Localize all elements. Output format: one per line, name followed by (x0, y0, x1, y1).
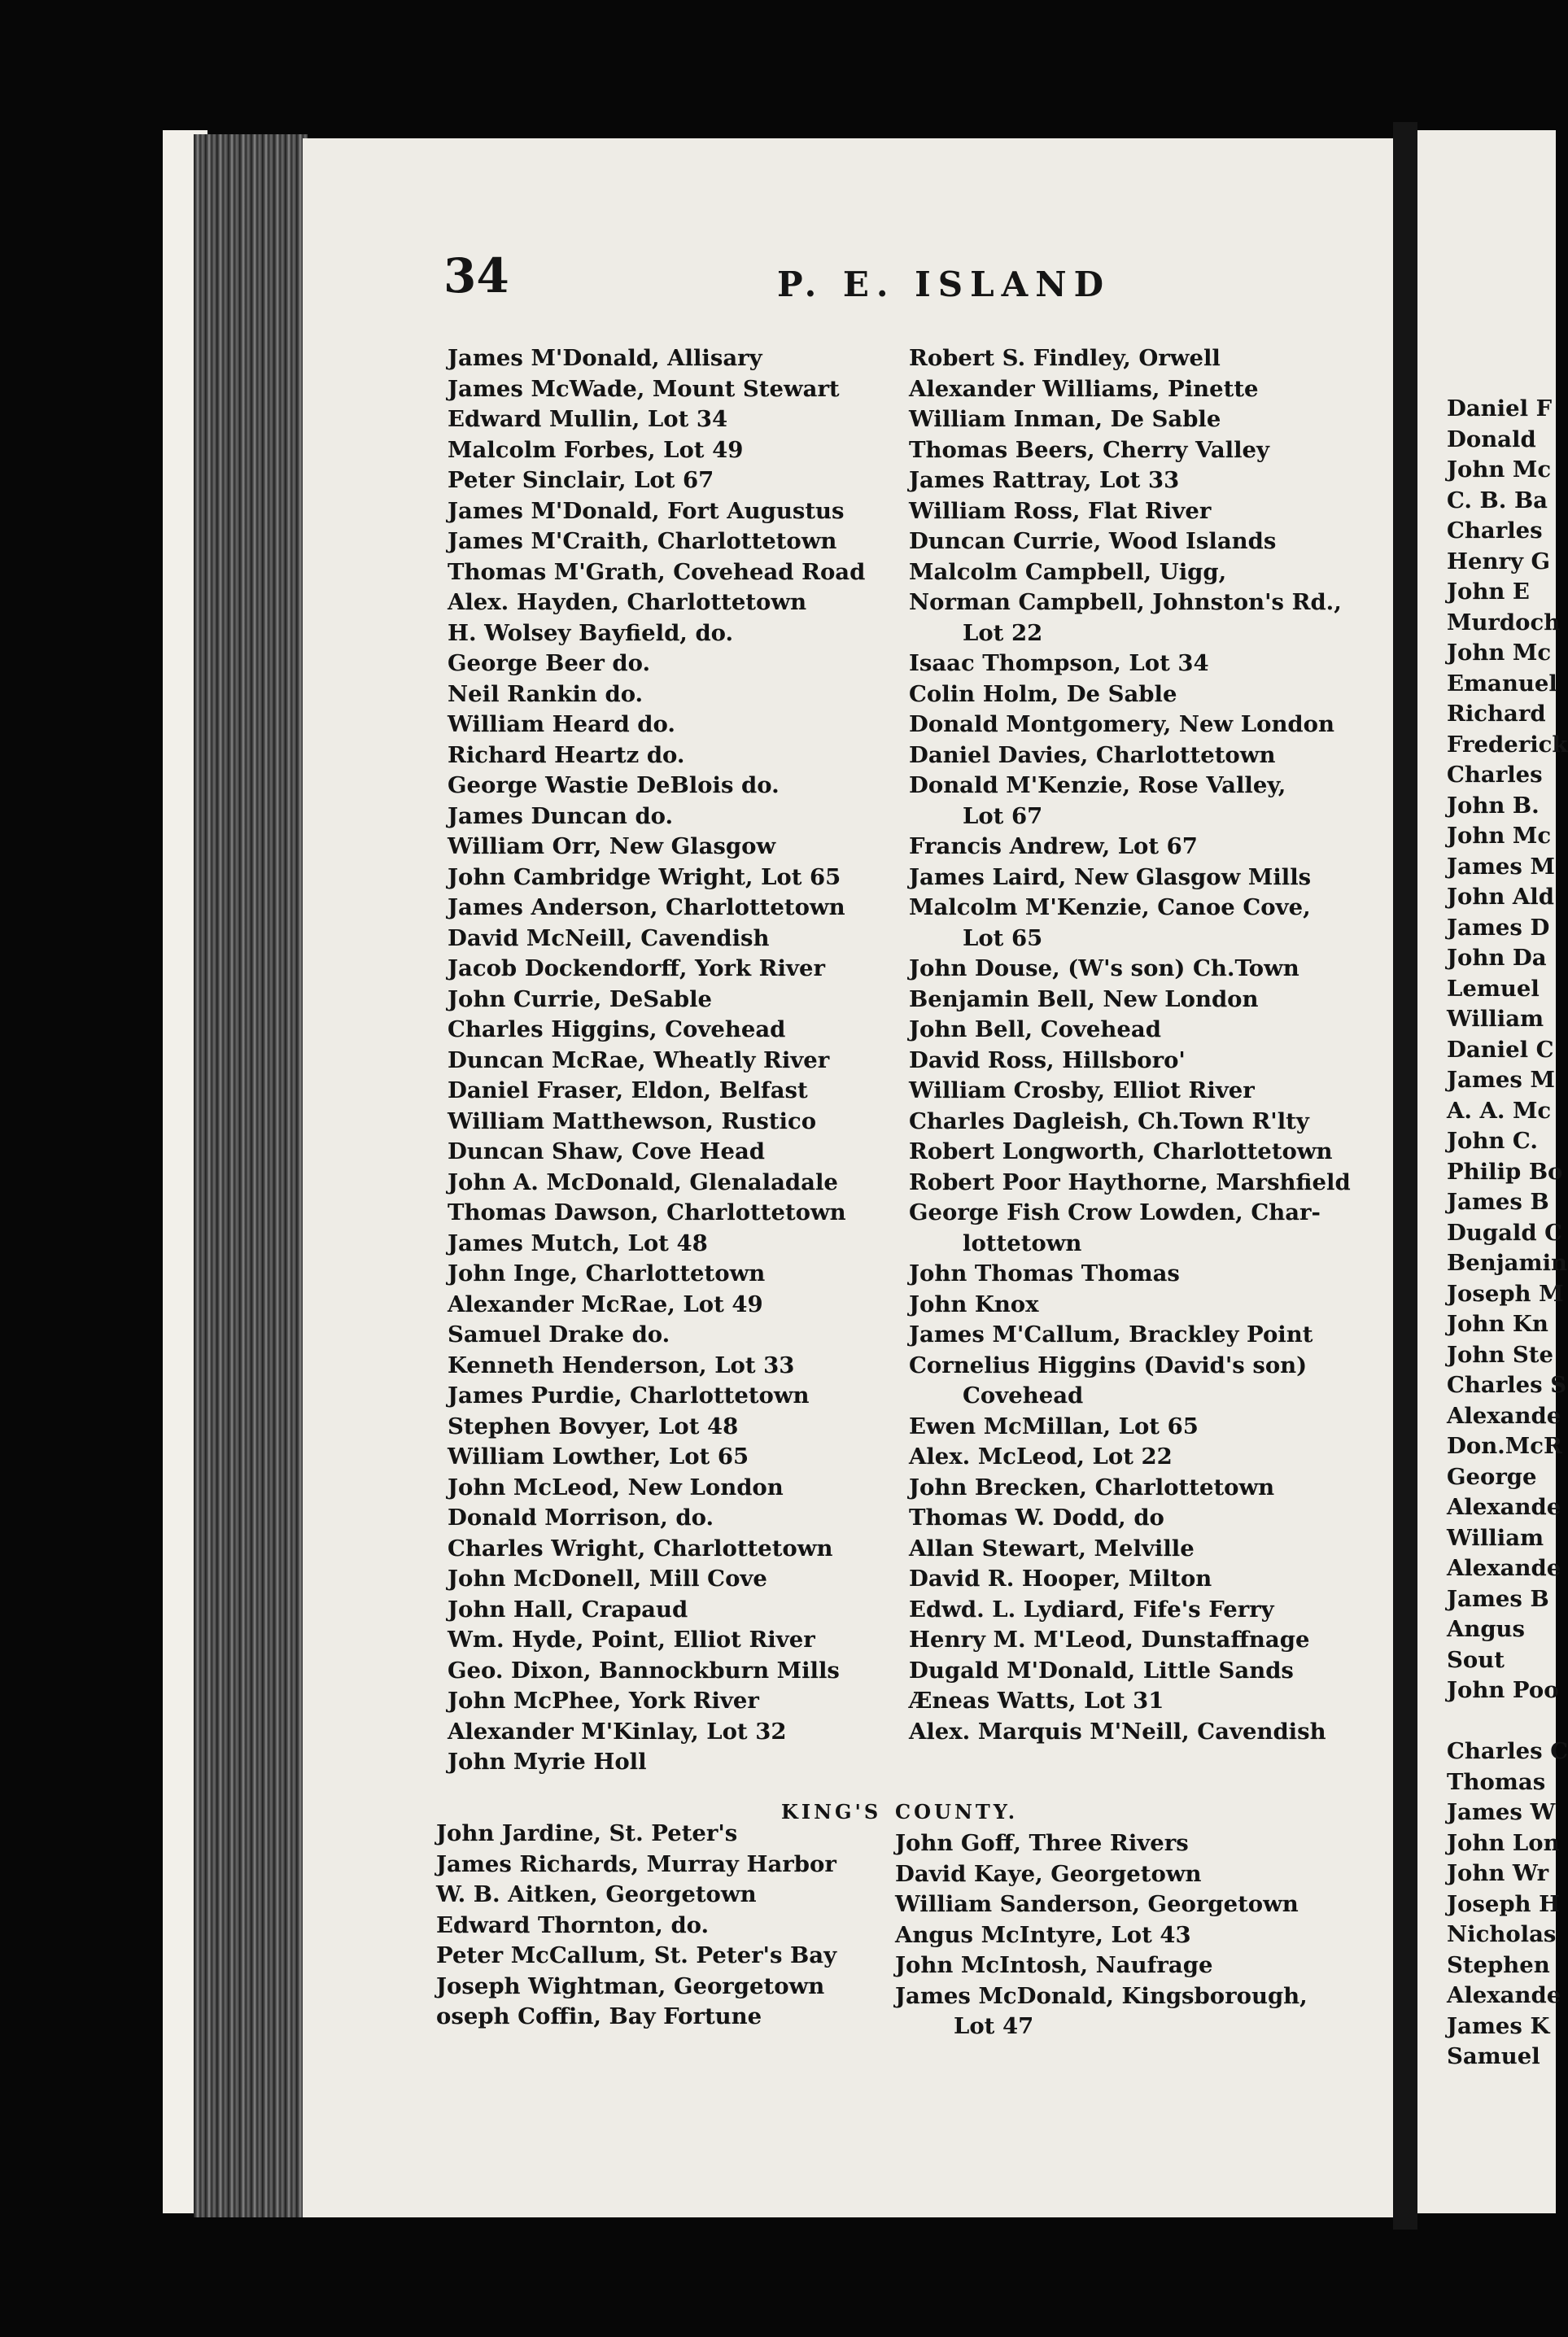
directory-entry: William Lowther, Lot 65 (448, 1444, 749, 1470)
next-page-entry: Angus (1447, 1616, 1526, 1642)
directory-entry: Norman Campbell, Johnston's Rd., (909, 589, 1342, 615)
directory-entry: Malcolm M'Kenzie, Canoe Cove, (909, 894, 1311, 920)
next-page-entry: Dugald C (1447, 1219, 1563, 1246)
directory-entry: Daniel Fraser, Eldon, Belfast (448, 1077, 808, 1103)
directory-entry: Alexander McRae, Lot 49 (448, 1291, 763, 1317)
next-page-entry: John Poo (1447, 1677, 1559, 1703)
directory-entry: John Brecken, Charlottetown (909, 1474, 1275, 1500)
directory-entry: Donald M'Kenzie, Rose Valley, (909, 772, 1286, 798)
directory-entry: Thomas W. Dodd, do (909, 1505, 1164, 1531)
directory-entry: Lot 47 (954, 2013, 1034, 2039)
directory-entry: Robert Poor Haythorne, Marshfield (909, 1168, 1351, 1195)
directory-entry: Thomas Beers, Cherry Valley (909, 436, 1270, 463)
directory-entry: John Currie, DeSable (448, 985, 713, 1012)
directory-entry: William Ross, Flat River (909, 497, 1212, 524)
directory-entry: John McLeod, New London (448, 1474, 784, 1500)
directory-entry: James M'Donald, Fort Augustus (448, 497, 845, 524)
directory-entry: Ewen McMillan, Lot 65 (909, 1413, 1199, 1439)
column-right (909, 343, 1377, 1747)
next-page-entry: William (1447, 1006, 1544, 1032)
directory-entry: Daniel Davies, Charlottetown (909, 741, 1276, 768)
directory-entry: Kenneth Henderson, Lot 33 (448, 1352, 795, 1378)
directory-entry: Robert Longworth, Charlottetown (909, 1138, 1333, 1164)
directory-entry: Alexander Williams, Pinette (909, 375, 1259, 402)
next-page-entry: John Mc (1447, 823, 1552, 849)
directory-entry: James Rattray, Lot 33 (909, 467, 1180, 493)
page-title: P. E. ISLAND (777, 264, 1112, 304)
next-page-entry: Charles (1447, 762, 1543, 788)
directory-entry: Charles Higgins, Covehead (448, 1016, 786, 1042)
next-page-entry: William (1447, 1524, 1544, 1551)
directory-entry: Duncan McRae, Wheatly River (448, 1046, 830, 1073)
directory-entry: John Hall, Crapaud (448, 1596, 688, 1623)
directory-entry: Allan Stewart, Melville (909, 1535, 1195, 1562)
next-page-column (1447, 394, 1568, 2073)
directory-entry: Francis Andrew, Lot 67 (909, 833, 1198, 859)
directory-entry: Æneas Watts, Lot 31 (909, 1688, 1164, 1714)
directory-entry: James McDonald, Kingsborough, (895, 1982, 1308, 2009)
directory-entry: H. Wolsey Bayfield, do. (448, 619, 734, 646)
directory-entry: Joseph Wightman, Georgetown (436, 1972, 825, 1999)
next-page-entry: Alexande (1447, 1402, 1561, 1429)
directory-entry: James Laird, New Glasgow Mills (909, 863, 1312, 890)
directory-entry: George Beer do. (448, 650, 651, 676)
next-page-entry: Charles C (1447, 1738, 1568, 1764)
directory-entry: Edward Mullin, Lot 34 (448, 406, 728, 432)
directory-entry: James M'Callum, Brackley Point (909, 1321, 1313, 1348)
directory-entry: James Purdie, Charlottetown (448, 1383, 810, 1409)
directory-entry: John Cambridge Wright, Lot 65 (448, 863, 841, 890)
directory-entry: James M'Craith, Charlottetown (448, 528, 837, 554)
next-page-entry: Joseph H (1447, 1890, 1561, 1917)
directory-entry: Richard Heartz do. (448, 741, 685, 768)
page-edge-shadow (1393, 122, 1417, 2230)
directory-entry: Malcolm Forbes, Lot 49 (448, 436, 744, 463)
directory-entry: David Kaye, Georgetown (895, 1860, 1202, 1887)
directory-entry: John McDonell, Mill Cove (448, 1566, 767, 1592)
next-page-entry: C. B. Ba (1447, 487, 1548, 513)
directory-entry: John McIntosh, Naufrage (895, 1952, 1213, 1978)
directory-entry: Lot 65 (963, 924, 1043, 951)
directory-entry: Wm. Hyde, Point, Elliot River (448, 1627, 815, 1653)
next-page-entry: Thomas (1447, 1768, 1546, 1795)
next-page-entry: Henry G (1447, 548, 1550, 574)
next-page-entry: John Wr (1447, 1860, 1549, 1886)
directory-entry: Alex. McLeod, Lot 22 (909, 1444, 1173, 1470)
directory-entry: James Richards, Murray Harbor (436, 1850, 836, 1877)
directory-entry: James McWade, Mount Stewart (448, 375, 840, 402)
next-page-entry: John Da (1447, 945, 1547, 971)
directory-entry: Geo. Dixon, Bannockburn Mills (448, 1657, 840, 1684)
next-page-entry: Joseph M (1447, 1280, 1564, 1307)
directory-entry: Samuel Drake do. (448, 1321, 670, 1348)
next-page-entry: James M (1447, 1067, 1555, 1093)
directory-entry: Lot 22 (963, 619, 1043, 646)
next-page-entry: George (1447, 1463, 1537, 1490)
directory-entry: Malcolm Campbell, Uigg, (909, 558, 1227, 585)
next-page-entry: Benjamin (1447, 1250, 1568, 1276)
directory-entry: Edwd. L. Lydiard, Fife's Ferry (909, 1596, 1274, 1623)
directory-entry: Robert S. Findley, Orwell (909, 345, 1221, 371)
directory-entry: William Orr, New Glasgow (448, 833, 776, 859)
directory-entry: Alexander M'Kinlay, Lot 32 (448, 1718, 787, 1745)
section-heading-county: COUNTY. (895, 1800, 1019, 1824)
next-page-entry: John Mc (1447, 456, 1552, 483)
directory-entry: John Goff, Three Rivers (895, 1830, 1189, 1856)
next-page-entry: Samuel (1447, 2043, 1540, 2069)
directory-entry: Colin Holm, De Sable (909, 680, 1177, 707)
directory-entry: Peter McCallum, St. Peter's Bay (436, 1942, 837, 1968)
directory-entry: William Crosby, Elliot River (909, 1077, 1255, 1103)
next-page-entry: John E (1447, 579, 1530, 605)
next-page-entry: Stephen (1447, 1951, 1550, 1978)
next-page-entry: Sout (1447, 1646, 1505, 1673)
next-page-entry: John Ald (1447, 884, 1554, 910)
directory-entry: John Jardine, St. Peter's (436, 1820, 738, 1846)
directory-entry: George Wastie DeBlois do. (448, 772, 780, 798)
next-page-entry: Nicholas (1447, 1921, 1557, 1947)
section-heading-kings: KING'S (781, 1800, 882, 1824)
next-page-entry: Philip Bo (1447, 1158, 1563, 1185)
directory-entry: David Ross, Hillsboro' (909, 1046, 1186, 1073)
directory-entry: George Fish Crow Lowden, Char- (909, 1199, 1321, 1225)
next-page-entry: Daniel F (1447, 395, 1553, 422)
next-page-entry: Frederick (1447, 731, 1568, 758)
page-number: 34 (443, 248, 509, 304)
directory-entry: John McPhee, York River (448, 1688, 759, 1714)
directory-entry: John Thomas Thomas (909, 1260, 1180, 1286)
directory-entry: James Anderson, Charlottetown (448, 894, 845, 920)
directory-entry: lottetown (963, 1230, 1082, 1256)
directory-entry: David R. Hooper, Milton (909, 1566, 1212, 1592)
next-page-entry: Charles S (1447, 1372, 1567, 1398)
directory-entry: Henry M. M'Leod, Dunstaffnage (909, 1627, 1310, 1653)
next-page-entry: A. A. Mc (1447, 1097, 1552, 1124)
directory-entry: John Myrie Holl (448, 1749, 647, 1775)
next-page-entry: Emanuel (1447, 670, 1557, 697)
next-page-entry: Alexande (1447, 1982, 1561, 2008)
column-left (448, 343, 879, 1778)
directory-entry: James M'Donald, Allisary (448, 345, 762, 371)
directory-entry: Dugald M'Donald, Little Sands (909, 1657, 1294, 1684)
directory-entry: David McNeill, Cavendish (448, 924, 770, 951)
directory-entry: William Heard do. (448, 711, 675, 737)
next-page-entry: John Mc (1447, 640, 1552, 666)
next-page-entry: Alexande (1447, 1494, 1561, 1520)
kings-county-left (436, 1819, 867, 2033)
directory-entry: James Mutch, Lot 48 (448, 1230, 708, 1256)
directory-entry: John A. McDonald, Glenaladale (448, 1168, 838, 1195)
kings-county-right (895, 1828, 1383, 2042)
directory-entry: Duncan Shaw, Cove Head (448, 1138, 766, 1164)
next-page-entry: Charles (1447, 518, 1543, 544)
next-page-entry: James M (1447, 853, 1555, 880)
directory-entry: Duncan Currie, Wood Islands (909, 528, 1277, 554)
directory-entry: oseph Coffin, Bay Fortune (436, 2003, 762, 2029)
directory-entry: James Duncan do. (448, 802, 674, 829)
directory-entry: William Sanderson, Georgetown (895, 1891, 1299, 1917)
directory-entry: John Douse, (W's son) Ch.Town (909, 955, 1299, 981)
directory-entry: Cornelius Higgins (David's son) (909, 1352, 1308, 1378)
directory-entry: Thomas Dawson, Charlottetown (448, 1199, 846, 1225)
book-gutter (194, 134, 308, 2217)
next-page-entry: James D (1447, 914, 1550, 941)
directory-entry: William Matthewson, Rustico (448, 1107, 817, 1134)
next-page-entry: James W (1447, 1799, 1556, 1825)
directory-entry: Lot 67 (963, 802, 1043, 829)
next-page-entry: John C. (1447, 1128, 1538, 1154)
next-page-entry: James K (1447, 2012, 1550, 2039)
directory-entry: Edward Thornton, do. (436, 1911, 710, 1938)
directory-entry: Angus McIntyre, Lot 43 (895, 1921, 1191, 1948)
directory-entry: Jacob Dockendorff, York River (448, 955, 825, 981)
directory-entry: John Inge, Charlottetown (448, 1260, 766, 1286)
next-page-entry: Daniel C (1447, 1036, 1554, 1063)
directory-entry: Neil Rankin do. (448, 680, 644, 707)
next-page-entry: John Kn (1447, 1311, 1548, 1337)
directory-entry: Charles Dagleish, Ch.Town R'lty (909, 1107, 1309, 1134)
next-page-entry: James B (1447, 1189, 1549, 1215)
directory-entry: William Inman, De Sable (909, 406, 1221, 432)
next-page-entry: John Lon (1447, 1829, 1560, 1856)
next-page-entry: Richard (1447, 701, 1546, 727)
directory-entry: John Knox (909, 1291, 1039, 1317)
next-page-entry (1447, 1706, 1568, 1737)
next-page-entry: Lemuel (1447, 975, 1540, 1002)
directory-entry: Alex. Hayden, Charlottetown (448, 589, 807, 615)
next-page-entry: John Ste (1447, 1341, 1553, 1368)
directory-entry: John Bell, Covehead (909, 1016, 1161, 1042)
directory-entry: Peter Sinclair, Lot 67 (448, 467, 714, 493)
next-page-entry: John B. (1447, 792, 1540, 819)
directory-entry: Benjamin Bell, New London (909, 985, 1259, 1012)
directory-entry: Stephen Bovyer, Lot 48 (448, 1413, 739, 1439)
next-page-entry: Murdoch (1447, 609, 1561, 636)
directory-entry: Charles Wright, Charlottetown (448, 1535, 833, 1562)
directory-entry: Covehead (963, 1383, 1084, 1409)
directory-entry: Thomas M'Grath, Covehead Road (448, 558, 866, 585)
directory-entry: Donald Morrison, do. (448, 1505, 714, 1531)
next-page-entry: Don.McR (1447, 1433, 1562, 1459)
next-page-entry: Donald (1447, 426, 1536, 452)
next-page-entry: James B (1447, 1585, 1549, 1612)
directory-entry: Alex. Marquis M'Neill, Cavendish (909, 1718, 1326, 1745)
directory-entry: W. B. Aitken, Georgetown (436, 1881, 757, 1907)
directory-entry: Isaac Thompson, Lot 34 (909, 650, 1209, 676)
directory-entry: Donald Montgomery, New London (909, 711, 1334, 737)
next-page-entry: Alexande (1447, 1555, 1561, 1581)
